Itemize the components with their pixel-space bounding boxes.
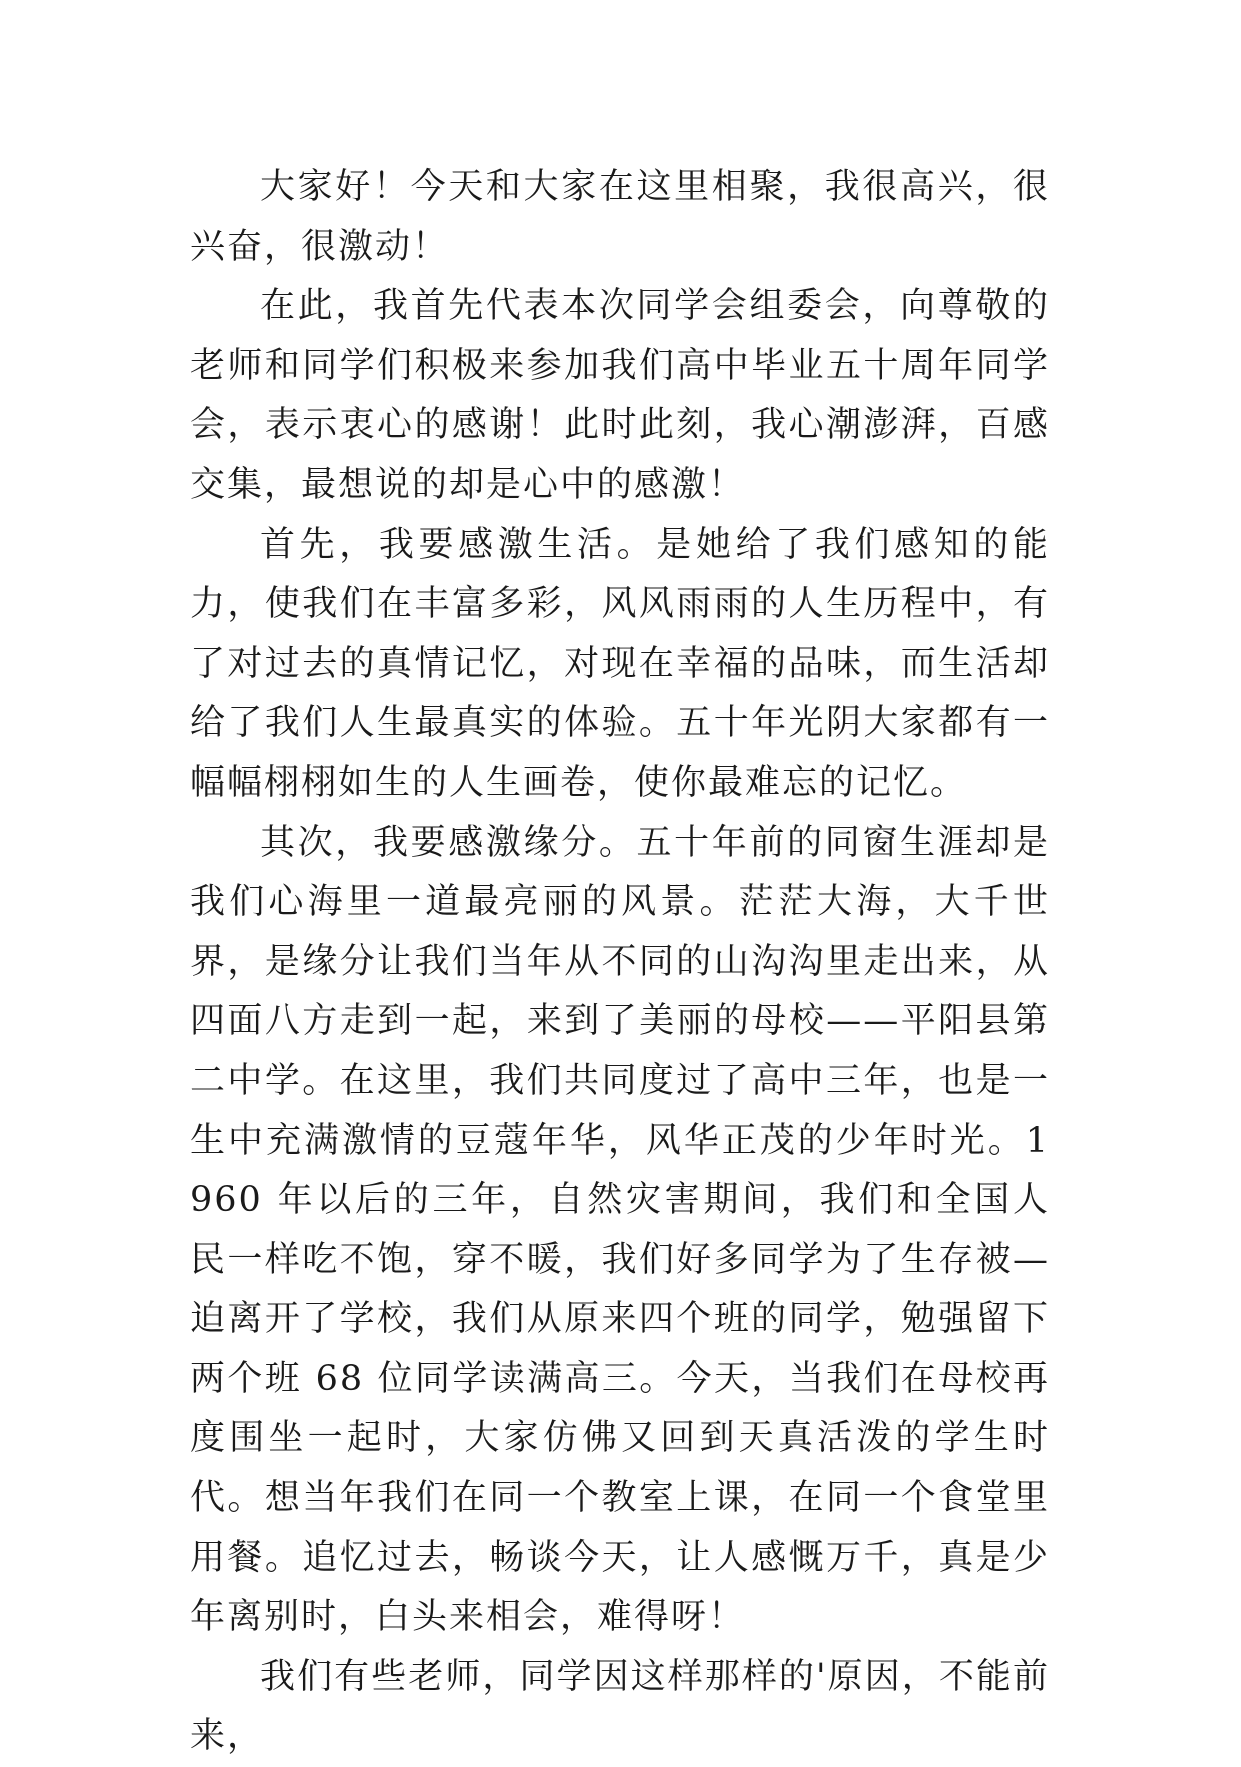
paragraph-absent-guests: 我们有些老师，同学因这样那样的'原因，不能前来， [190,1656,1050,1757]
speech-body [190,158,1050,1767]
paragraph-grateful-fate: 其次，我要感激缘分。五十年前的同窗生涯却是我们心海里一道最亮丽的风景。茫茫大海，大千世界，是缘分让我们当年从不同的山沟沟里走出来，从四面八方走到一起，来到了美丽的母校——平阳县第二中学。在这里，我们共同度过了高中三年，也是一生中充满激情的豆蔻年华，风华正茂的少年时光。1960 年以后的三年，自然灾害期间，我们和全国人民一样吃不饱，穿不暖，我们好多同学为了生存被—迫离开了学校，我们从原来四个班的同学，勉强留下两个班 68 位同学读满高三。今天，当我们在母校再度围坐一起时，大家仿佛又回到天真活泼的学生时代。想当年我们在同一个教室上课，在同一个食堂里用餐。追忆过去，畅谈今天，让人感慨万千，真是少年离别时，白头来相会，难得呀！ [190,822,1050,1638]
paragraph-greeting: 大家好！今天和大家在这里相聚，我很高兴，很兴奋，很激动！ [190,167,1050,267]
paragraph-grateful-life: 首先，我要感激生活。是她给了我们感知的能力，使我们在丰富多彩，风风雨雨的人生历程中，有了对过去的真情记忆，对现在幸福的品味，而生活却给了我们人生最真实的体验。五十年光阴大家都有一幅幅栩栩如生的人生画卷，使你最难忘的记忆。 [190,524,1050,803]
paragraph-thanks: 在此，我首先代表本次同学会组委会，向尊敬的老师和同学们积极来参加我们高中毕业五十周年同学会，表示衷心的感谢！此时此刻，我心潮澎湃，百感交集，最想说的却是心中的感激！ [190,286,1050,505]
